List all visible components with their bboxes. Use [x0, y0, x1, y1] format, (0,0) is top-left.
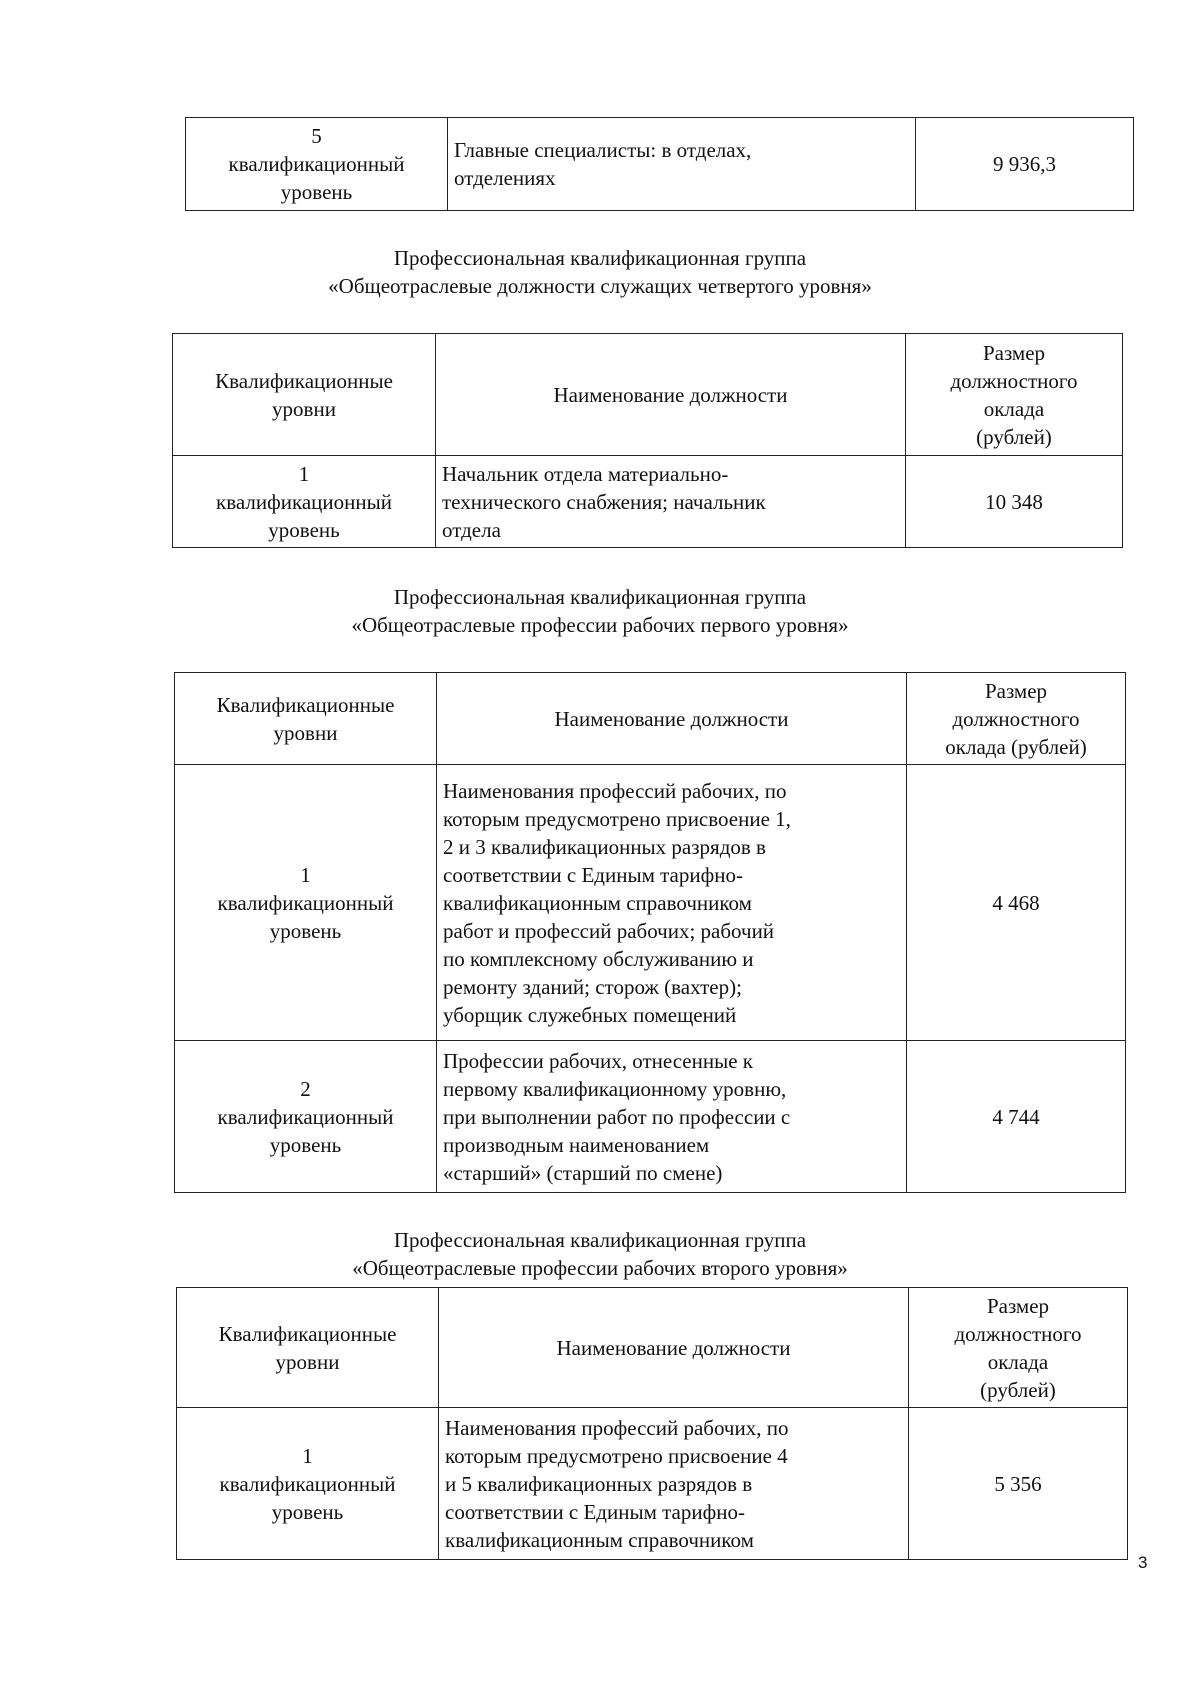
table-row: [186, 118, 1134, 211]
column-header-levels: Квалификационные уровни: [173, 334, 436, 456]
table-header-row: [177, 1288, 1128, 1408]
column-header-salary: Размер должностного оклада (рублей): [906, 334, 1123, 456]
table-row: [175, 765, 1126, 1041]
table-header-row: [175, 673, 1126, 765]
position-name-cell: Наименования профессий рабочих, по которым предусмотрено присвоение 4 и 5 квалификационных разрядов в соответствии с Единым тарифно- квалификационным справочником: [439, 1408, 909, 1560]
salary-cell: 4 744: [907, 1041, 1126, 1193]
table-workers-level-1: [174, 672, 1126, 1193]
column-header-position: Наименование должности: [437, 673, 907, 765]
group-heading-servants-level-4: Профессиональная квалификационная группа «Общеотраслевые должности служащих четвертого уровня»: [328, 246, 872, 298]
group-heading-workers-level-2: Профессиональная квалификационная группа «Общеотраслевые профессии рабочих второго уровня»: [352, 1228, 848, 1280]
group-heading-workers-level-1: Профессиональная квалификационная группа «Общеотраслевые профессии рабочих первого уровня»: [351, 585, 849, 637]
position-name-cell: Профессии рабочих, отнесенные к первому квалификационному уровню, при выполнении работ по профессии с производным наименованием «старший» (старший по смене): [437, 1041, 907, 1193]
column-header-position: Наименование должности: [439, 1288, 909, 1408]
column-header-position: Наименование должности: [436, 334, 906, 456]
table-continuation: [185, 117, 1134, 211]
qualification-level-cell: 1 квалификационный уровень: [173, 456, 436, 548]
column-header-levels: Квалификационные уровни: [177, 1288, 439, 1408]
qualification-level-cell: 2 квалификационный уровень: [175, 1041, 437, 1193]
table-servants-level-4: [172, 333, 1123, 548]
column-header-salary: Размер должностного оклада (рублей): [909, 1288, 1128, 1408]
table-header-row: [173, 334, 1123, 456]
position-name-cell: Начальник отдела материально- технического снабжения; начальник отдела: [436, 456, 906, 548]
salary-cell: 10 348: [906, 456, 1123, 548]
qualification-level-cell: 5 квалификационный уровень: [186, 118, 448, 211]
salary-cell: 4 468: [907, 765, 1126, 1041]
table-row: [177, 1408, 1128, 1560]
table-workers-level-2: [176, 1287, 1128, 1560]
qualification-level-cell: 1 квалификационный уровень: [177, 1408, 439, 1560]
page-number: 3: [1138, 1553, 1148, 1572]
salary-cell: 5 356: [909, 1408, 1128, 1560]
column-header-levels: Квалификационные уровни: [175, 673, 437, 765]
position-name-cell: Главные специалисты: в отделах, отделениях: [448, 118, 916, 211]
qualification-level-cell: 1 квалификационный уровень: [175, 765, 437, 1041]
salary-cell: 9 936,3: [916, 118, 1134, 211]
table-row: [175, 1041, 1126, 1193]
table-row: [173, 456, 1123, 548]
column-header-salary: Размер должностного оклада (рублей): [907, 673, 1126, 765]
position-name-cell: Наименования профессий рабочих, по которым предусмотрено присвоение 1, 2 и 3 квалификационных разрядов в соответствии с Единым тарифно- квалификационным справочником работ и профессий рабочих; рабочий по комплексному обслуживанию и ремонту зданий; сторож (вахтер); уборщик служебных помещений: [437, 765, 907, 1041]
